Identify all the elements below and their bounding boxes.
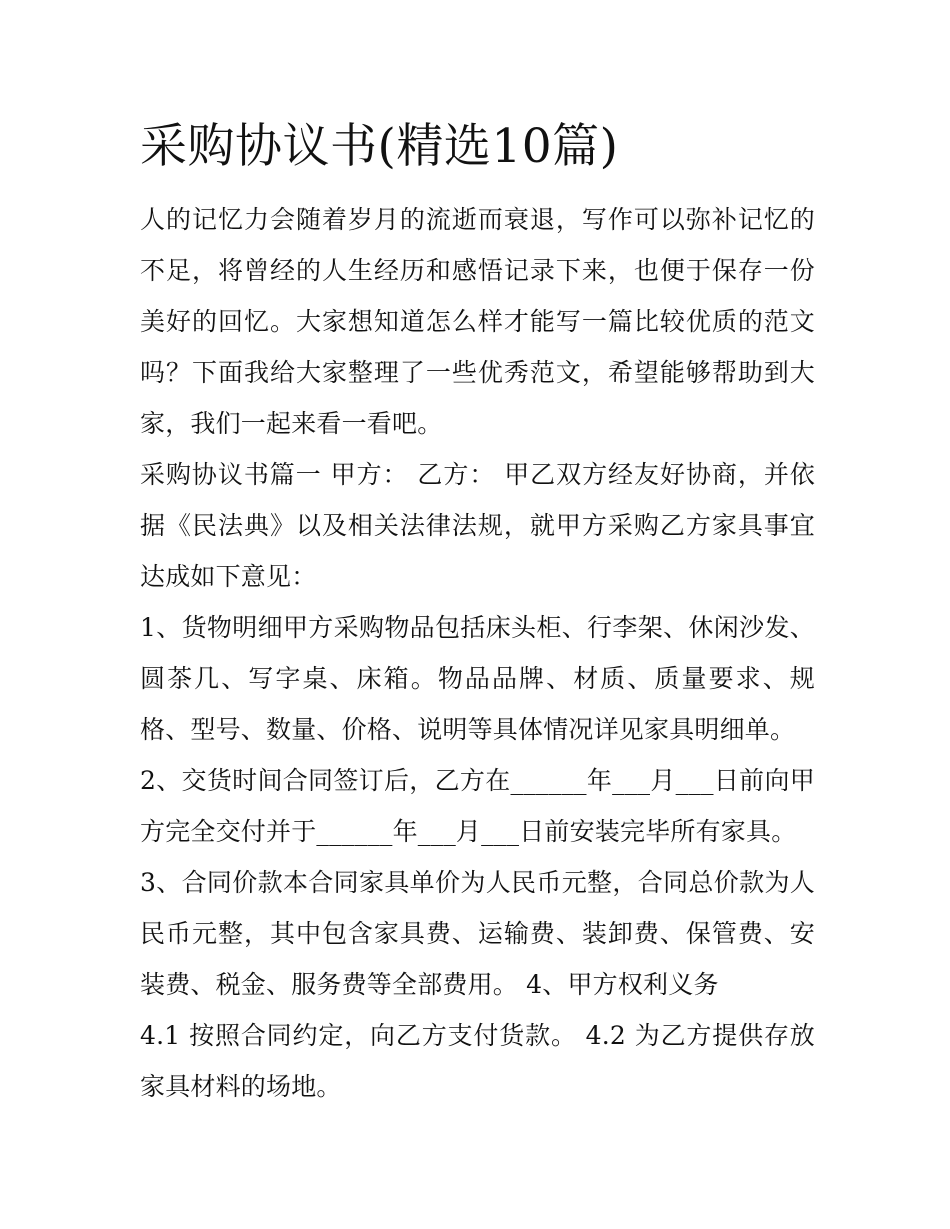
intro-paragraph: 人的记忆力会随着岁月的流逝而衰退，写作可以弥补记忆的不足，将曾经的人生经历和感悟记录下来，也便于保存一份美好的回忆。大家想知道怎么样才能写一篇比较优质的范文吗？下面我给大家整理了一些优秀范文，希望能够帮助到大家，我们一起来看一看吧。 <box>140 205 815 438</box>
document-body <box>140 112 815 1112</box>
agreement-preamble-paragraph: 采购协议书篇一 甲方： 乙方： 甲乙双方经友好协商，并依据《民法典》以及相关法律法规，就甲方采购乙方家具事宜达成如下意见： <box>140 460 815 591</box>
clause-party-a-duties: 4.1 按照合同约定，向乙方支付货款。 4.2 为乙方提供存放家具材料的场地。 <box>140 1021 815 1101</box>
clause-contract-price: 3、合同价款本合同家具单价为人民币元整，合同总价款为人民币元整，其中包含家具费、运输费、装卸费、保管费、安装费、税金、服务费等全部费用。 4、甲方权利义务 <box>140 868 815 999</box>
clause-delivery-time: 2、交货时间合同签订后，乙方在______年___月___日前向甲方完全交付并于______年___月___日前安装完毕所有家具。 <box>140 766 815 846</box>
document-title: 采购协议书(精选10篇) <box>140 119 619 174</box>
clause-goods-details: 1、货物明细甲方采购物品包括床头柜、行李架、休闲沙发、圆茶几、写字桌、床箱。物品品牌、材质、质量要求、规格、型号、数量、价格、说明等具体情况详见家具明细单。 <box>140 613 815 744</box>
